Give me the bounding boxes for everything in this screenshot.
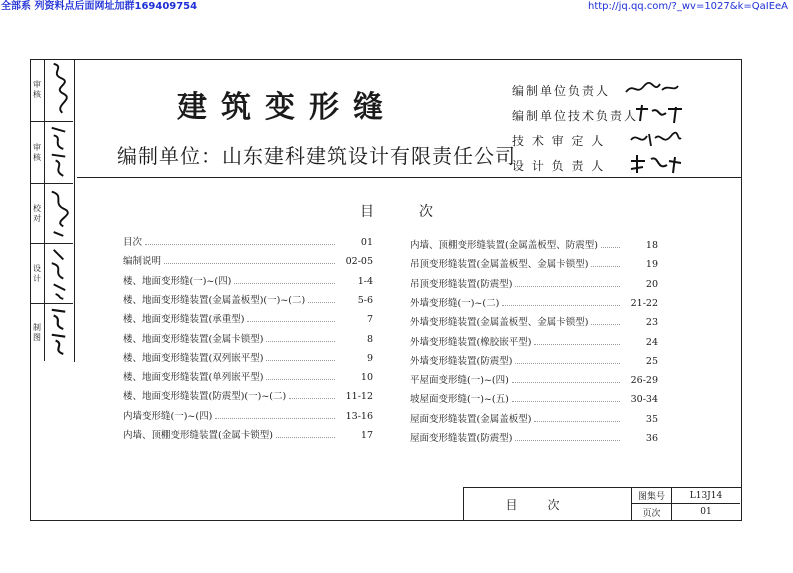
toc-entry-page: 35 xyxy=(620,414,658,425)
toc-entry-title: 楼、地面变形缝装置(金属盖板型)(一)~(二) xyxy=(123,292,308,306)
sidebar-label: 制图 xyxy=(30,304,45,361)
leader-dots xyxy=(515,363,620,364)
toc-heading: 目次 xyxy=(360,204,478,220)
toc-entry-title: 楼、地面变形缝装置(金属卡锁型) xyxy=(123,331,266,345)
responsible-label: 编制单位技术负责人 xyxy=(512,109,639,123)
toc-entry-title: 屋面变形缝装置(防震型) xyxy=(410,430,515,444)
toc-entry xyxy=(410,314,658,328)
watermark-left: 全部系 列资料点后面网址加群169409754 xyxy=(1,1,198,12)
leader-dots xyxy=(534,421,620,422)
leader-dots xyxy=(145,244,335,245)
toc-entry-page: 10 xyxy=(335,372,373,383)
toc-entry-page: 8 xyxy=(335,334,373,345)
responsible-label: 设 计 负 责 人 xyxy=(512,159,606,173)
responsible-label: 编制单位负责人 xyxy=(512,84,611,98)
toc-entry xyxy=(410,430,658,444)
signature-icon xyxy=(46,304,71,359)
signature-icon xyxy=(46,184,71,242)
toc-entry-page: 5-6 xyxy=(335,295,373,306)
toc-entry xyxy=(123,311,373,325)
toc-entry-title: 内墙变形缝(一)~(四) xyxy=(123,408,215,422)
watermark-url: http://jq.qq.com/?_wv=1027&k=QaIEeA xyxy=(588,1,788,12)
toc-entry-page: 25 xyxy=(620,356,658,367)
toc-entry-title: 楼、地面变形缝装置(双列嵌平型) xyxy=(123,350,266,364)
leader-dots xyxy=(534,344,620,345)
signature-icon xyxy=(627,128,687,150)
toc-entry xyxy=(123,369,373,383)
toc-entry-title: 吊顶变形缝装置(防震型) xyxy=(410,276,515,290)
sidebar-cell-design xyxy=(30,244,73,304)
leader-dots xyxy=(289,398,335,399)
toc-entry-title: 内墙、顶棚变形缝装置(金属盖板型、防震型) xyxy=(410,237,601,251)
page-number-label: 页次 xyxy=(632,504,672,520)
toc-entry-page: 19 xyxy=(620,259,658,270)
toc-entry-page: 1-4 xyxy=(335,276,373,287)
toc-entry-title: 内墙、顶棚变形缝装置(金属卡锁型) xyxy=(123,427,276,441)
leader-dots xyxy=(512,382,620,383)
toc-entry-page: 02-05 xyxy=(335,256,373,267)
toc-entry-page: 7 xyxy=(335,314,373,325)
atlas-number-value: L13J14 xyxy=(672,488,740,504)
toc-entry xyxy=(410,372,658,386)
sidebar-cell-review-2 xyxy=(30,122,73,184)
signoff-sidebar xyxy=(30,59,75,362)
atlas-number-label: 图集号 xyxy=(632,488,672,504)
signature-icon xyxy=(627,153,687,175)
sidebar-label: 设计 xyxy=(30,244,45,303)
sidebar-label: 校对 xyxy=(30,184,45,243)
toc-entry-page: 30-34 xyxy=(620,394,658,405)
toc-entry-page: 23 xyxy=(620,317,658,328)
toc-entry-title: 外墙变形缝装置(防震型) xyxy=(410,353,515,367)
leader-dots xyxy=(266,341,335,342)
leader-dots xyxy=(515,286,620,287)
signature-icon xyxy=(46,122,71,182)
leader-dots xyxy=(215,418,335,419)
leader-dots xyxy=(515,440,620,441)
toc-entry xyxy=(123,234,373,248)
leader-dots xyxy=(591,266,620,267)
signature-icon xyxy=(46,244,71,302)
toc-entry xyxy=(123,331,373,345)
toc-entry-title: 楼、地面变形缝(一)~(四) xyxy=(123,273,234,287)
title-block xyxy=(77,60,741,178)
sidebar-cell-drawing xyxy=(30,304,73,361)
sidebar-label: 审核 xyxy=(30,59,45,121)
toc-entry-title: 编制说明 xyxy=(123,253,164,267)
toc-entry-page: 17 xyxy=(335,430,373,441)
toc-entry-title: 楼、地面变形缝装置(防震型)(一)~(二) xyxy=(123,388,289,402)
toc-entry-page: 24 xyxy=(620,337,658,348)
leader-dots xyxy=(512,401,620,402)
signature-icon xyxy=(46,59,71,120)
toc-entry xyxy=(123,388,373,402)
leader-dots xyxy=(591,324,620,325)
footer-title-box xyxy=(463,487,741,520)
leader-dots xyxy=(266,360,335,361)
toc-entry xyxy=(123,253,373,267)
toc-entry xyxy=(410,391,658,405)
toc-entry-page: 01 xyxy=(335,237,373,248)
toc-entry-page: 18 xyxy=(620,240,658,251)
sidebar-label: 审核 xyxy=(30,122,45,183)
toc-entry-page: 9 xyxy=(335,353,373,364)
toc-entry-title: 楼、地面变形缝装置(单列嵌平型) xyxy=(123,369,266,383)
toc-entry-title: 坡屋面变形缝(一)~(五) xyxy=(410,391,512,405)
toc-entry-title: 平屋面变形缝(一)~(四) xyxy=(410,372,512,386)
toc-entry-page: 21-22 xyxy=(620,298,658,309)
toc-entry-title: 外墙变形缝装置(橡胶嵌平型) xyxy=(410,334,534,348)
document-title: 建筑变形缝 xyxy=(177,90,397,125)
toc-entry xyxy=(123,273,373,287)
toc-entry-title: 外墙变形缝装置(金属盖板型、金属卡锁型) xyxy=(410,314,591,328)
toc-entry-title: 楼、地面变形缝装置(承重型) xyxy=(123,311,247,325)
toc-entry xyxy=(123,350,373,364)
toc-entry xyxy=(410,353,658,367)
compiling-unit: 编制单位：山东建科建筑设计有限责任公司 xyxy=(117,144,516,168)
toc-entry xyxy=(123,292,373,306)
footer-title: 目次 xyxy=(464,488,632,520)
toc-entry xyxy=(410,334,658,348)
leader-dots xyxy=(247,321,335,322)
leader-dots xyxy=(601,247,620,248)
leader-dots xyxy=(502,305,620,306)
toc-entry xyxy=(410,411,658,425)
signature-icon xyxy=(632,103,692,125)
toc-entry-page: 13-16 xyxy=(335,411,373,422)
leader-dots xyxy=(234,283,335,284)
toc-entry xyxy=(410,256,658,270)
toc-entry-page: 20 xyxy=(620,279,658,290)
sidebar-cell-review-1 xyxy=(30,59,73,122)
toc-entry-title: 吊顶变形缝装置(金属盖板型、金属卡锁型) xyxy=(410,256,591,270)
leader-dots xyxy=(308,302,335,303)
sidebar-cell-check xyxy=(30,184,73,244)
leader-dots xyxy=(164,263,335,264)
leader-dots xyxy=(276,437,335,438)
toc-entry-page: 11-12 xyxy=(335,391,373,402)
toc-entry-page: 26-29 xyxy=(620,375,658,386)
toc-entry xyxy=(410,237,658,251)
toc-entry-title: 目次 xyxy=(123,234,145,248)
signature-icon xyxy=(622,78,682,100)
watermark-bar xyxy=(0,0,793,14)
leader-dots xyxy=(266,379,335,380)
toc-entry xyxy=(410,295,658,309)
toc-entry-title: 屋面变形缝装置(金属盖板型) xyxy=(410,411,534,425)
toc-entry xyxy=(123,427,373,441)
responsible-label: 技 术 审 定 人 xyxy=(512,134,606,148)
page-number-value: 01 xyxy=(700,507,712,517)
toc-entry-title: 外墙变形缝(一)~(二) xyxy=(410,295,502,309)
toc-entry-page: 36 xyxy=(620,433,658,444)
toc-entry xyxy=(123,408,373,422)
toc-entry xyxy=(410,276,658,290)
